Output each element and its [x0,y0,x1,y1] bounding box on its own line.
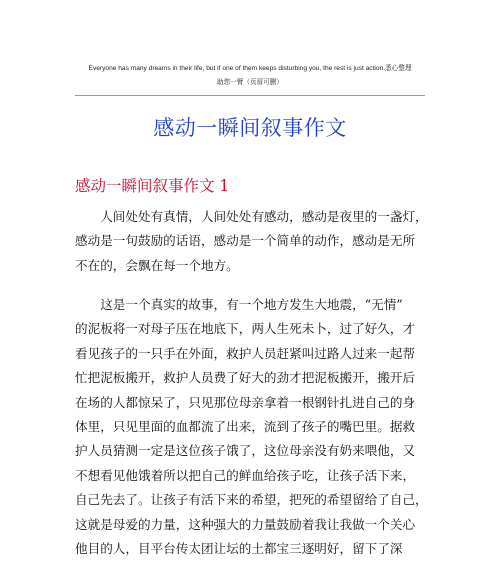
paragraph-line: 他目的人，目平台传太团让坛的土都宝三逐明好，留下了深 [75,540,403,556]
page-header-motto: Everyone has many dreams in their life, but if one of them keeps disturbing you, the rest is just action.悉心整理 [88,65,412,72]
paragraph-line: 护人员猜测一定是这位孩子饿了，这位母亲没有奶来喂他，又 [75,443,416,459]
paragraph-line: 自己先去了。让孩子有活下来的希望，把死的希望留给了自己， [75,492,428,508]
paragraph-line: 的泥板将一对母子压在地底下，两人生死未卜，过了好久，才 [75,321,416,337]
paragraph-line: 在场的人都惊呆了，只见那位母亲拿着一根钢针扎进自己的身 [75,394,416,410]
paragraph-line: 看见孩子的一只手在外面，救护人员赶紧叫过路人过来一起帮 [75,345,416,361]
paragraph-1 [75,205,427,278]
section-heading: 感动一瞬间叙事作文 1 [75,177,230,195]
paragraph-line: 忙把泥板搬开，救护人员费了好大的劲才把泥板搬开，搬开后 [75,370,416,386]
paragraph-line: 不想看见他饿着所以把自己的鲜血给孩子吃，让孩子活下来， [75,467,416,483]
paragraph-line: 感动是一句鼓励的话语，感动是一个简单的动作，感动是无所 [75,233,416,249]
document-title: 感动一瞬间叙事作文 [153,116,347,140]
header-divider [75,95,425,96]
paragraph-line: 这就是母爱的力量，这种强大的力量鼓励着我让我做一个关心 [75,516,416,532]
paragraph-2 [75,293,427,561]
paragraph-line: 体里，只见里面的血都流了出来，流到了孩子的嘴巴里。据救 [75,418,416,434]
page-header-note: 助您一臂（页眉可删） [217,78,283,86]
paragraph-line: 不在的，会飘在每一个地方。 [75,257,239,273]
paragraph-line: 人间处处有真情，人间处处有感动，感动是夜里的一盏灯， [75,209,428,224]
paragraph-line: 这是一个真实的故事，有一个地方发生大地震，“无情” [75,297,403,312]
